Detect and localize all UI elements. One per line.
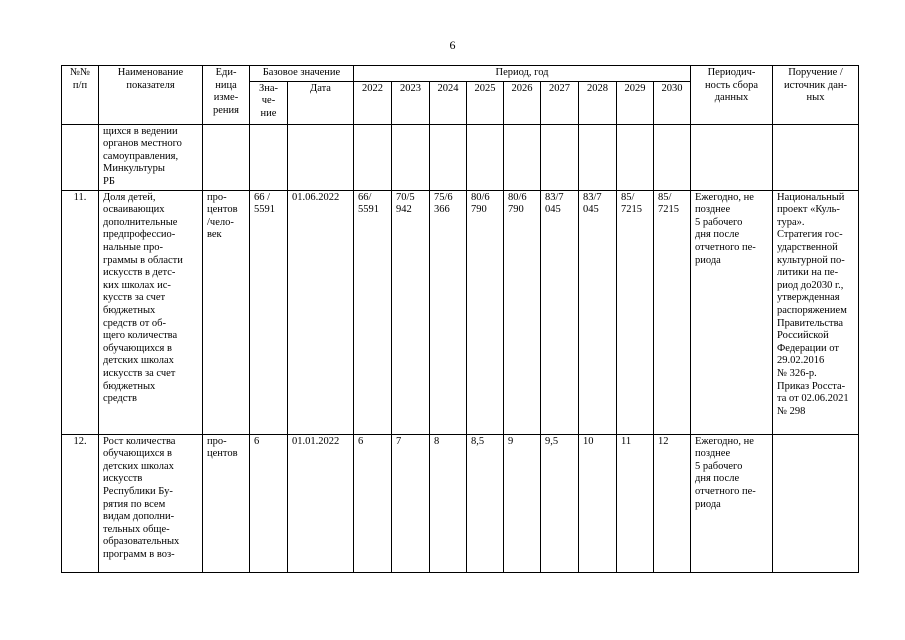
header-base: Базовое значение — [250, 66, 354, 82]
header-base-date: Дата — [288, 81, 354, 124]
row-name: Доля детей, осваивающих дополнительные предпрофессио- нальные про- граммы в области искусств в детс- ких школах ис- кусств за счет бюджетных средств от об- щего количества обучающихся в детских школах искусств за счет бюджетных средств — [99, 190, 203, 434]
row-year-value: 12 — [654, 434, 691, 572]
header-base-value: Зна- че- ние — [250, 81, 288, 124]
row-base-value: 6 — [250, 434, 288, 572]
row-periodicity: Ежегодно, не позднее 5 рабочего дня после отчетного пе- риода — [691, 190, 773, 434]
row-year-value: 8 — [430, 434, 467, 572]
row-unit: про- центов /чело- век — [203, 190, 250, 434]
row-num: 11. — [62, 190, 99, 434]
row-base-value — [250, 124, 288, 190]
row-year-value: 80/6 790 — [504, 190, 541, 434]
row-year-value: 9 — [504, 434, 541, 572]
row-num — [62, 124, 99, 190]
header-source: Поручение / источник дан- ных — [773, 66, 859, 125]
row-year-value — [467, 124, 504, 190]
header-year: 2026 — [504, 81, 541, 124]
row-source — [773, 434, 859, 572]
header-year: 2029 — [617, 81, 654, 124]
header-num: №№ п/п — [62, 66, 99, 125]
row-year-value: 75/6 366 — [430, 190, 467, 434]
row-num: 12. — [62, 434, 99, 572]
header-year: 2022 — [354, 81, 392, 124]
indicators-table — [61, 65, 859, 573]
table-row — [62, 434, 859, 572]
header-year: 2025 — [467, 81, 504, 124]
row-source — [773, 124, 859, 190]
row-base-value: 66 / 5591 — [250, 190, 288, 434]
header-year: 2030 — [654, 81, 691, 124]
row-year-value: 83/7 045 — [579, 190, 617, 434]
page-number: 6 — [449, 38, 456, 52]
header-unit: Еди- ница изме- рения — [203, 66, 250, 125]
row-year-value: 7 — [392, 434, 430, 572]
header-year: 2024 — [430, 81, 467, 124]
header-year: 2027 — [541, 81, 579, 124]
row-year-value: 80/6 790 — [467, 190, 504, 434]
row-year-value — [354, 124, 392, 190]
row-year-value — [504, 124, 541, 190]
row-year-value: 11 — [617, 434, 654, 572]
row-year-value: 70/5 942 — [392, 190, 430, 434]
row-base-date: 01.06.2022 — [288, 190, 354, 434]
row-name: щихся в ведении органов местного самоуправления, Минкультуры РБ — [99, 124, 203, 190]
table-row — [62, 124, 859, 190]
header-periodicity: Периодич- ность сбора данных — [691, 66, 773, 125]
row-year-value — [430, 124, 467, 190]
row-year-value — [392, 124, 430, 190]
row-periodicity: Ежегодно, не позднее 5 рабочего дня после отчетного пе- риода — [691, 434, 773, 572]
header-period: Период, год — [354, 66, 691, 82]
row-name: Рост количества обучающихся в детских школах искусств Республики Бу- рятия по всем видам дополни- тельных обще- образовательных программ в воз- — [99, 434, 203, 572]
row-year-value — [617, 124, 654, 190]
header-year: 2023 — [392, 81, 430, 124]
row-year-value — [579, 124, 617, 190]
row-year-value: 6 — [354, 434, 392, 572]
row-year-value: 83/7 045 — [541, 190, 579, 434]
row-year-value — [541, 124, 579, 190]
row-year-value: 85/ 7215 — [654, 190, 691, 434]
row-unit — [203, 124, 250, 190]
table-row — [62, 190, 859, 434]
row-year-value — [654, 124, 691, 190]
row-periodicity — [691, 124, 773, 190]
header-row-top — [62, 66, 859, 82]
row-base-date — [288, 124, 354, 190]
row-year-value: 9,5 — [541, 434, 579, 572]
row-unit: про- центов — [203, 434, 250, 572]
header-name: Наименование показателя — [99, 66, 203, 125]
row-source: Национальный проект «Куль- тура». Стратегия гос- ударственной культурной по- литики на пе- риод до2030 г., утвержденная распоряжением Правительства Российской Федерации от 29.02.2016 № 326-р. Приказ Росста- та от 02.06.2021 № 298 — [773, 190, 859, 434]
row-base-date: 01.01.2022 — [288, 434, 354, 572]
row-year-value: 66/ 5591 — [354, 190, 392, 434]
row-year-value: 10 — [579, 434, 617, 572]
row-year-value: 8,5 — [467, 434, 504, 572]
row-year-value: 85/ 7215 — [617, 190, 654, 434]
header-year: 2028 — [579, 81, 617, 124]
